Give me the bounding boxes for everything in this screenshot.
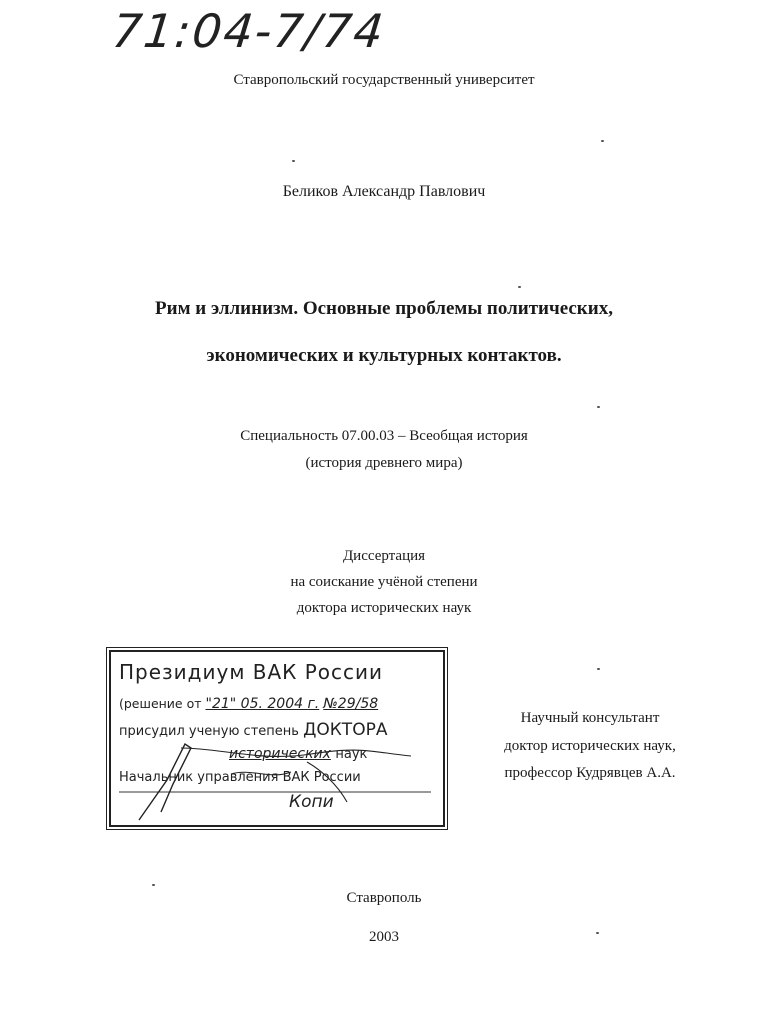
year: 2003 [369, 929, 399, 945]
consultant-label: Научный консультант [520, 710, 660, 726]
stamp-decision-prefix: (решение от [119, 696, 202, 711]
scan-speck [601, 140, 604, 142]
vak-stamp [109, 650, 445, 827]
stamp-science-handwritten: исторических [229, 746, 331, 762]
scan-speck [152, 884, 155, 886]
handwritten-archive-code: 71:04-7/74 [109, 4, 388, 58]
stamp-title: Президиум ВАК России [119, 660, 384, 684]
specialty-subline: (история древнего мира) [305, 455, 463, 471]
dissertation-title-line-1: Рим и эллинизм. Основные проблемы политических, [155, 298, 613, 319]
stamp-degree: ДОКТОРА [303, 720, 388, 740]
author-name: Беликов Александр Павлович [282, 183, 486, 200]
stamp-signature-strokes [111, 652, 443, 825]
dissertation-label: Диссертация [342, 548, 426, 564]
stamp-decision-date: "21" 05. 2004 г. [205, 696, 320, 712]
scan-speck [596, 932, 599, 934]
dissertation-title-line-2: экономических и культурных контактов. [206, 345, 562, 366]
scan-speck [597, 668, 600, 670]
university-name: Ставропольский государственный университет [233, 72, 535, 88]
stamp-head-line: Начальник управления ВАК России [119, 770, 361, 785]
stamp-decision-number: №29/58 [323, 696, 379, 712]
stamp-signature: Копи [289, 792, 334, 812]
scan-speck [597, 406, 600, 408]
degree-name-line: доктора исторических наук [296, 600, 472, 616]
scan-speck [518, 286, 521, 288]
stamp-science-suffix: наук [335, 747, 368, 762]
city-name: Ставрополь [346, 890, 422, 906]
scan-speck [292, 160, 295, 162]
consultant-degree: доктор исторических наук, [504, 738, 676, 754]
consultant-name: профессор Кудрявцев А.А. [504, 765, 676, 781]
stamp-awarded-prefix: присудил ученую степень [119, 724, 299, 739]
degree-purpose-line: на соискание учёной степени [290, 574, 478, 590]
specialty-line: Специальность 07.00.03 – Всеобщая история [240, 428, 528, 444]
